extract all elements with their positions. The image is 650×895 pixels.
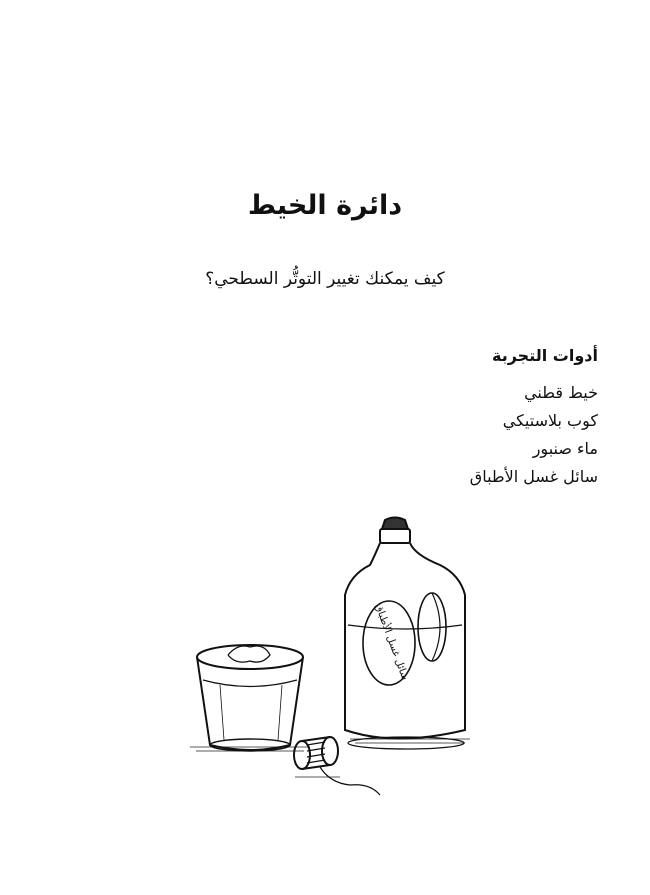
materials-section — [278, 346, 598, 491]
materials-list — [278, 379, 598, 491]
shadow-hatching — [190, 739, 470, 777]
material-item: سائل غسل الأطباق — [469, 467, 598, 486]
bottle-label: سائل غسل الأطباق — [372, 602, 411, 682]
thread-spool — [294, 737, 380, 795]
page-title: دائرة الخيط — [247, 190, 403, 222]
plastic-cup — [197, 645, 303, 751]
material-item: ماء صنبور — [532, 439, 598, 458]
material-item: خيط قطني — [524, 383, 598, 402]
dish-soap-bottle — [345, 518, 465, 750]
materials-heading: أدوات التجربة — [492, 346, 598, 365]
experiment-illustration — [180, 515, 480, 805]
guiding-question: كيف يمكنك تغيير التوتُّر السطحي؟ — [205, 269, 445, 289]
material-item: كوب بلاستيكي — [502, 411, 598, 430]
